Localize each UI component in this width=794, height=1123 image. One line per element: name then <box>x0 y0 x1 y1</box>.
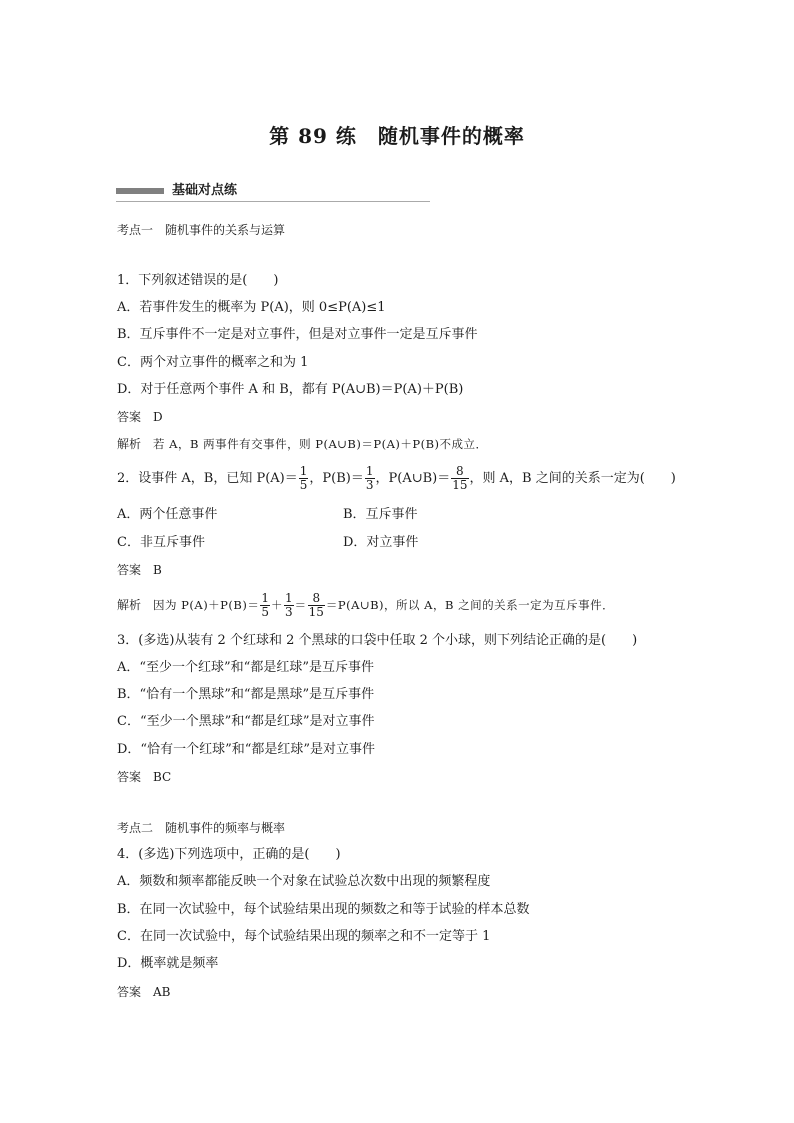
q2-option-b: B．互斥事件 <box>343 507 418 522</box>
q4-answer-value: AB <box>153 985 171 999</box>
answer-label: 答案 <box>117 770 142 784</box>
q4-answer <box>117 983 171 1001</box>
q2-solution <box>117 590 614 620</box>
q4-stem: 4．(多选)下列选项中，正确的是( ) <box>117 847 341 862</box>
q2-solution-part: ＋ <box>271 598 283 612</box>
q2-option-d: D．对立事件 <box>343 535 419 550</box>
solution-label: 解析 <box>117 598 142 612</box>
q3-option-b: B．“恰有一个黑球”和“都是黑球”是互斥事件 <box>117 687 375 702</box>
fraction-denominator: 15 <box>452 478 468 492</box>
fraction-numerator: 8 <box>451 465 468 479</box>
q2-stem <box>117 464 676 494</box>
q1-option-c: C．两个对立事件的概率之和为 1 <box>117 355 309 370</box>
fraction-numerator: 1 <box>299 464 308 478</box>
q1-answer-value: D <box>153 410 163 424</box>
answer-label: 答案 <box>117 410 142 424</box>
fraction-denominator: 5 <box>261 605 269 619</box>
q2-stem-part: ，则 A，B 之间的关系一定为( ) <box>469 471 676 486</box>
q2-sol-fraction-2 <box>284 592 294 619</box>
section-divider <box>116 201 430 202</box>
fraction-numerator: 1 <box>365 464 374 478</box>
q2-stem-part: ，P(A∪B)＝ <box>375 471 451 486</box>
q2-fraction-pb <box>365 465 375 492</box>
q2-fraction-pa <box>299 465 309 492</box>
q2-solution-part: ＝ <box>294 598 307 612</box>
q1-solution-text: 若 A，B 两事件有交事件，则 P(A∪B)＝P(A)＋P(B)不成立． <box>153 437 488 451</box>
q2-answer-value: B <box>153 563 162 577</box>
q2-option-a: A．两个任意事件 <box>117 507 218 522</box>
solution-label: 解析 <box>117 437 142 451</box>
topic-heading-1: 考点一 随机事件的关系与运算 <box>117 223 286 237</box>
q2-fraction-pab <box>451 465 468 492</box>
q2-solution-part: 因为 P(A)＋P(B)＝ <box>153 598 260 612</box>
q2-stem-part: ，P(B)＝ <box>309 471 364 486</box>
fraction-denominator: 3 <box>285 605 293 619</box>
q3-answer <box>117 768 171 786</box>
fraction-denominator: 3 <box>365 478 374 492</box>
q2-sol-fraction-1 <box>260 592 270 619</box>
q2-sol-fraction-3 <box>308 592 325 619</box>
fraction-numerator: 8 <box>308 592 325 606</box>
section-header <box>116 181 430 203</box>
q1-stem: 1．下列叙述错误的是( ) <box>117 273 279 288</box>
q3-option-d: D．“恰有一个红球”和“都是红球”是对立事件 <box>117 742 376 757</box>
fraction-denominator: 5 <box>299 478 308 492</box>
q1-option-b: B．互斥事件不一定是对立事件，但是对立事件一定是互斥事件 <box>117 327 478 342</box>
q1-solution <box>117 435 488 453</box>
q4-option-b: B．在同一次试验中，每个试验结果出现的频数之和等于试验的样本总数 <box>117 902 530 917</box>
q4-option-a: A．频数和频率都能反映一个对象在试验总次数中出现的频繁程度 <box>117 874 491 889</box>
q1-option-d: D．对于任意两个事件 A 和 B，都有 P(A∪B)＝P(A)＋P(B) <box>117 382 464 397</box>
fraction-denominator: 15 <box>308 605 324 619</box>
q2-answer <box>117 561 162 579</box>
q3-stem: 3．(多选)从装有 2 个红球和 2 个黑球的口袋中任取 2 个小球，则下列结论正确的是( ) <box>117 633 638 648</box>
q4-option-d: D．概率就是频率 <box>117 956 219 971</box>
page-title: 第 89 练 随机事件的概率 <box>269 124 525 148</box>
q1-option-a: A．若事件发生的概率为 P(A)，则 0≤P(A)≤1 <box>117 300 386 315</box>
q3-option-c: C．“至少一个黑球”和“都是红球”是对立事件 <box>117 714 375 729</box>
topic-heading-2: 考点二 随机事件的频率与概率 <box>117 821 286 835</box>
fraction-numerator: 1 <box>261 591 269 605</box>
q2-solution-part: ＝P(A∪B)，所以 A，B 之间的关系一定为互斥事件． <box>325 598 615 612</box>
section-title: 基础对点练 <box>172 183 238 198</box>
answer-label: 答案 <box>117 563 142 577</box>
fraction-numerator: 1 <box>285 591 293 605</box>
section-marker <box>116 188 164 194</box>
q2-stem-part: 2．设事件 A，B，已知 P(A)＝ <box>117 471 298 486</box>
q3-answer-value: BC <box>153 770 172 784</box>
q4-option-c: C．在同一次试验中，每个试验结果出现的频率之和不一定等于 1 <box>117 929 491 944</box>
q3-option-a: A．“至少一个红球”和“都是红球”是互斥事件 <box>117 660 374 675</box>
q2-option-c: C．非互斥事件 <box>117 535 205 550</box>
q1-answer <box>117 408 163 426</box>
answer-label: 答案 <box>117 985 142 999</box>
